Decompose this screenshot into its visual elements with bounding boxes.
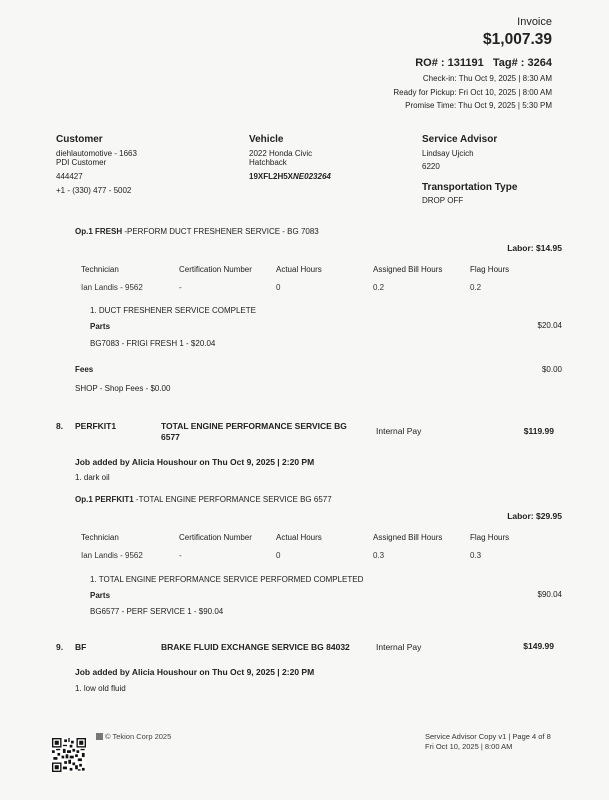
job9-pay-type: Internal Pay (376, 642, 422, 652)
vin-prefix: 19XFL2H5X (249, 172, 294, 181)
cell-technician: Ian Landis - 9562 (81, 283, 143, 292)
transport-type: DROP OFF (422, 196, 464, 205)
col-certification: Certification Number (179, 265, 252, 274)
transport-heading: Transportation Type (422, 182, 518, 193)
advisor-name: Lindsay Ujcich (422, 149, 474, 158)
op-fresh-fees-total: $0.00 (541, 365, 562, 374)
customer-phone: +1 - (330) 477 - 5002 (56, 186, 132, 195)
job8-amount: $119.99 (523, 426, 554, 436)
footer-copy-info: Service Advisor Copy v1 | Page 4 of 8 (425, 732, 551, 741)
checkin-time: Check-in: Thu Oct 9, 2025 | 8:30 AM (422, 74, 552, 83)
copyright-text: © Tekion Corp 2025 (105, 732, 172, 741)
pickup-time: Ready for Pickup: Fri Oct 10, 2025 | 8:00 AM (393, 88, 552, 97)
col-actual-hours: Actual Hours (276, 265, 322, 274)
job9-concern: 1. low old fluid (75, 684, 126, 693)
cell-bill-hours: 0.2 (373, 283, 385, 292)
job8-op-desc: -TOTAL ENGINE PERFORMANCE SERVICE BG 6577 (133, 495, 332, 504)
job8-note: 1. TOTAL ENGINE PERFORMANCE SERVICE PERFORMED COMPLETED (90, 575, 364, 584)
job8-added-by: Job added by Alicia Houshour on Thu Oct 9, 2025 | 2:20 PM (75, 457, 315, 467)
ro-tag-line (415, 57, 552, 69)
job8-col-certification: Certification Number (179, 533, 252, 542)
job8-cell-certification: - (179, 551, 182, 560)
customer-heading: Customer (56, 134, 103, 145)
op-fresh-title (75, 227, 319, 236)
tag-number: Tag# : 3264 (492, 57, 552, 69)
job8-cell-actual-hours: 0 (276, 551, 281, 560)
customer-type: PDI Customer (56, 158, 107, 167)
vehicle-vin (249, 172, 331, 181)
job9-number: 9. (56, 642, 64, 652)
job8-parts-total: $90.04 (537, 590, 562, 599)
job8-cell-bill-hours: 0.3 (373, 551, 385, 560)
cell-flag-hours: 0.2 (470, 283, 482, 292)
op-fresh-code: Op.1 FRESH (75, 227, 123, 236)
op-fresh-parts-label: Parts (90, 322, 111, 331)
customer-id: 444427 (56, 172, 83, 181)
tekion-icon (96, 733, 103, 740)
vehicle-heading: Vehicle (249, 134, 284, 145)
ro-number: RO# : 131191 (415, 57, 484, 69)
cell-certification: - (179, 283, 182, 292)
op-fresh-fees-label: Fees (75, 365, 94, 374)
col-bill-hours: Assigned Bill Hours (373, 265, 443, 274)
job8-code: PERFKIT1 (75, 421, 117, 431)
job8-concern: 1. dark oil (75, 473, 110, 482)
op-fresh-parts-total: $20.04 (537, 321, 562, 330)
promise-time: Promise Time: Thu Oct 9, 2025 | 5:30 PM (405, 101, 552, 110)
advisor-heading: Service Advisor (422, 134, 498, 145)
job8-col-technician: Technician (81, 533, 119, 542)
col-flag-hours: Flag Hours (470, 265, 510, 274)
op-fresh-note: 1. DUCT FRESHENER SERVICE COMPLETE (90, 306, 256, 315)
job8-cell-flag-hours: 0.3 (470, 551, 482, 560)
job9-desc: BRAKE FLUID EXCHANGE SERVICE BG 84032 (161, 642, 350, 652)
vehicle-body: Hatchback (249, 158, 287, 167)
op-fresh-fee-line: SHOP - Shop Fees - $0.00 (75, 384, 171, 393)
job8-desc-line1: TOTAL ENGINE PERFORMANCE SERVICE BG (161, 421, 347, 431)
document-type: Invoice (517, 16, 552, 28)
job8-op-title (75, 495, 332, 504)
advisor-id: 6220 (422, 162, 440, 171)
job8-desc-line2: 6577 (161, 432, 180, 442)
job9-amount: $149.99 (523, 641, 554, 651)
vehicle-model: 2022 Honda Civic (249, 149, 313, 158)
job8-cell-technician: Ian Landis - 9562 (81, 551, 143, 560)
op-fresh-labor: Labor: $14.95 (507, 243, 562, 253)
job8-labor: Labor: $29.95 (507, 511, 562, 521)
cell-actual-hours: 0 (276, 283, 281, 292)
job8-col-actual-hours: Actual Hours (276, 533, 322, 542)
vin-suffix: NE023264 (293, 172, 331, 181)
job8-op-code: Op.1 PERFKIT1 (75, 495, 134, 504)
job9-code: BF (75, 642, 87, 652)
job8-number: 8. (56, 421, 64, 431)
job8-col-flag-hours: Flag Hours (470, 533, 510, 542)
job8-part-line: BG6577 - PERF SERVICE 1 - $90.04 (90, 607, 224, 616)
footer-copyright (96, 732, 171, 741)
job9-added-by: Job added by Alicia Houshour on Thu Oct 9, 2025 | 2:20 PM (75, 667, 315, 677)
op-fresh-desc: -PERFORM DUCT FRESHENER SERVICE - BG 7083 (122, 227, 319, 236)
customer-name: diehlautomotive - 1663 (56, 149, 137, 158)
op-fresh-part-line: BG7083 - FRIGI FRESH 1 - $20.04 (90, 339, 216, 348)
job8-pay-type: Internal Pay (376, 426, 422, 436)
job8-parts-label: Parts (90, 591, 111, 600)
invoice-total: $1,007.39 (483, 31, 552, 48)
footer-printed-date: Fri Oct 10, 2025 | 8:00 AM (425, 742, 513, 751)
qr-code (52, 738, 86, 772)
col-technician: Technician (81, 265, 119, 274)
job8-col-bill-hours: Assigned Bill Hours (373, 533, 443, 542)
